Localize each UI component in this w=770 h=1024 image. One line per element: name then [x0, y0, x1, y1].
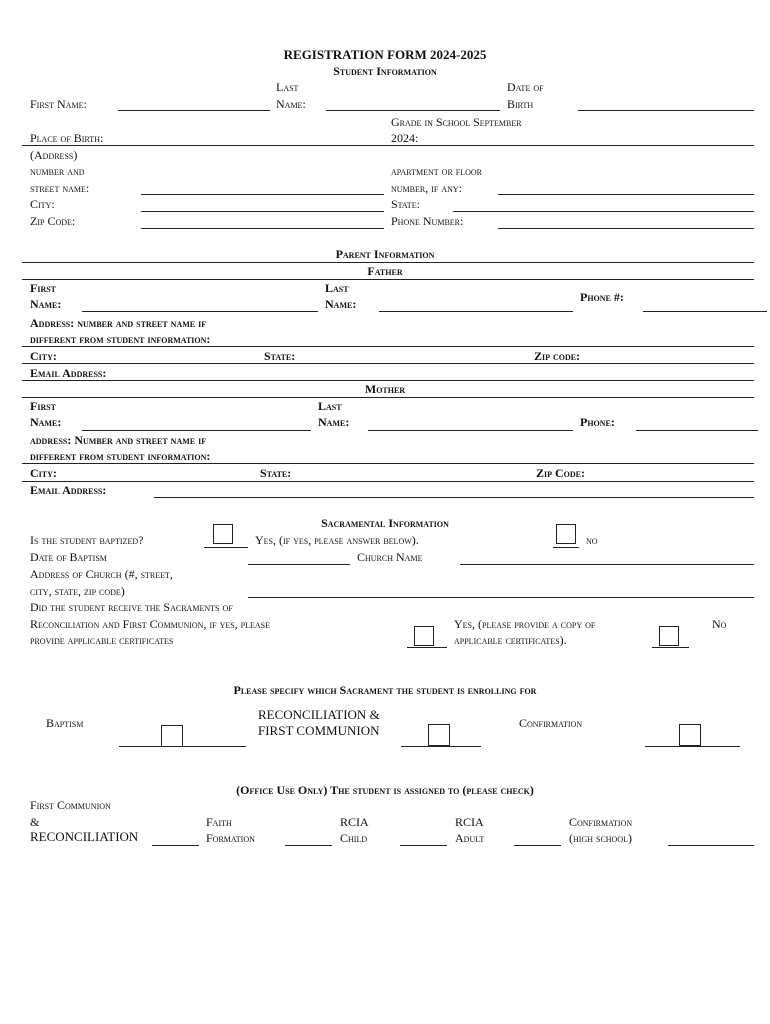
received-yes-line	[407, 647, 447, 648]
enroll-recon-label-2: FIRST COMMUNION	[258, 723, 380, 738]
office-rcia-child-label-1: RCIA	[340, 815, 369, 829]
mother-last-label-2: Name:	[318, 415, 350, 429]
church-name-field[interactable]	[460, 564, 754, 565]
mother-last-label-1: Last	[318, 399, 342, 413]
student-dob-field[interactable]	[578, 110, 754, 111]
father-zip-label: Zip code:	[534, 349, 581, 363]
first-name-label: First Name:	[30, 97, 87, 111]
office-faith-field[interactable]	[285, 845, 332, 846]
mother-zip-label: Zip Code:	[536, 466, 586, 480]
student-info-heading: Student Information	[333, 64, 437, 78]
office-rcia-adult-label-2: Adult	[455, 831, 485, 845]
divider	[22, 279, 754, 280]
grade-label-1: Grade in School September	[391, 115, 522, 129]
office-fc-label-2: &	[30, 815, 40, 829]
grade-label-2: 2024:	[391, 131, 419, 145]
church-address-label-1: Address of Church (#, street,	[30, 567, 173, 581]
apartment-label-1: apartment or floor	[391, 164, 483, 178]
enroll-recon-label-1: RECONCILIATION &	[258, 707, 380, 722]
father-city-label: City:	[30, 349, 57, 363]
parent-info-heading: Parent Information	[335, 247, 435, 261]
baptized-no-line	[553, 547, 579, 548]
state-label: State:	[391, 197, 420, 211]
received-no-checkbox[interactable]	[659, 626, 679, 646]
dob-label-2: Birth	[507, 97, 534, 111]
date-baptism-label: Date of Baptism	[30, 550, 107, 564]
mother-address-field[interactable]	[22, 463, 754, 464]
baptized-no-checkbox[interactable]	[556, 524, 576, 544]
mother-first-label-1: First	[30, 399, 57, 413]
father-city-state-zip-line[interactable]	[22, 363, 754, 364]
mother-state-label: State:	[260, 466, 292, 480]
received-label-3: provide applicable certificates	[30, 633, 174, 647]
student-apartment-field[interactable]	[498, 194, 754, 195]
enroll-baptism-label: Baptism	[46, 716, 84, 730]
mother-address-label-1: address: Number and street name if	[30, 433, 207, 447]
father-first-name-field[interactable]	[82, 311, 318, 312]
divider	[22, 397, 754, 398]
mother-city-label: City:	[30, 466, 57, 480]
student-zip-field[interactable]	[141, 228, 384, 229]
father-last-label-1: Last	[325, 281, 349, 295]
enroll-confirmation-checkbox[interactable]	[679, 724, 701, 746]
father-email-field[interactable]	[22, 380, 754, 381]
baptized-yes-line	[204, 547, 248, 548]
enroll-confirmation-line	[645, 746, 740, 747]
father-first-label-2: Name:	[30, 297, 62, 311]
father-phone-label: Phone #:	[580, 290, 624, 304]
place-of-birth-grade-line[interactable]	[22, 145, 754, 146]
mother-email-label: Email Address:	[30, 483, 107, 497]
mother-email-field[interactable]	[154, 497, 754, 498]
apartment-label-2: number, if any:	[391, 181, 463, 195]
enroll-recon-line	[401, 746, 481, 747]
received-yes-label-2: applicable certificates).	[454, 633, 567, 647]
office-heading: (Office Use Only) The student is assigned to (please check)	[236, 783, 534, 797]
father-phone-field[interactable]	[643, 311, 767, 312]
father-first-label-1: First	[30, 281, 57, 295]
office-conf-label-2: (high school)	[569, 831, 632, 845]
student-phone-field[interactable]	[498, 228, 754, 229]
enrolling-heading: Please specify which Sacrament the student is enrolling for	[233, 683, 537, 697]
mother-city-state-zip-line[interactable]	[22, 481, 754, 482]
student-state-field[interactable]	[453, 211, 754, 212]
received-no-label: No	[712, 617, 727, 631]
mother-first-name-field[interactable]	[82, 430, 311, 431]
office-fc-field[interactable]	[152, 845, 199, 846]
office-rcia-child-field[interactable]	[400, 845, 447, 846]
enroll-recon-checkbox[interactable]	[428, 724, 450, 746]
mother-last-name-field[interactable]	[368, 430, 573, 431]
baptized-yes-checkbox[interactable]	[213, 524, 233, 544]
last-name-label-2: Name:	[276, 97, 306, 111]
mother-phone-label: Phone:	[580, 415, 615, 429]
address-label-2: number and	[30, 164, 85, 178]
office-fc-label-1: First Communion	[30, 798, 111, 812]
last-name-label-1: Last	[276, 80, 299, 94]
dob-label-1: Date of	[507, 80, 544, 94]
student-city-field[interactable]	[141, 211, 384, 212]
place-of-birth-label: Place of Birth:	[30, 131, 104, 145]
father-address-field[interactable]	[22, 346, 754, 347]
received-label-2: Reconciliation and First Communion, if yes, please	[30, 617, 271, 631]
father-address-label-1: Address: number and street name if	[30, 316, 207, 330]
divider	[22, 262, 754, 263]
father-address-label-2: different from student information:	[30, 332, 211, 346]
father-last-label-2: Name:	[325, 297, 357, 311]
mother-address-label-2: different from student information:	[30, 449, 211, 463]
church-address-field[interactable]	[248, 597, 754, 598]
church-address-label-2: city, state, zip code)	[30, 584, 125, 598]
mother-phone-field[interactable]	[636, 430, 758, 431]
office-conf-label-1: Confirmation	[569, 815, 633, 829]
address-label-1: (Address)	[30, 148, 78, 162]
father-email-label: Email Address:	[30, 366, 107, 380]
office-faith-label-1: Faith	[206, 815, 232, 829]
student-last-name-field[interactable]	[326, 110, 500, 111]
father-state-label: State:	[264, 349, 296, 363]
office-conf-field[interactable]	[668, 845, 754, 846]
zip-label: Zip Code:	[30, 214, 76, 228]
address-label-3: street name:	[30, 181, 90, 195]
phone-label: Phone Number:	[391, 214, 464, 228]
office-fc-label-3: RECONCILIATION	[30, 829, 139, 844]
office-rcia-child-label-2: Child	[340, 831, 368, 845]
baptized-yes-label: Yes, (if yes, please answer below).	[255, 533, 419, 547]
office-rcia-adult-label-1: RCIA	[455, 815, 484, 829]
mother-heading: Mother	[364, 382, 406, 396]
received-no-line	[652, 647, 689, 648]
mother-first-label-2: Name:	[30, 415, 62, 429]
received-yes-label-1: Yes, (please provide a copy of	[454, 617, 596, 631]
enroll-baptism-checkbox[interactable]	[161, 725, 183, 747]
city-label: City:	[30, 197, 55, 211]
received-yes-checkbox[interactable]	[414, 626, 434, 646]
office-faith-label-2: Formation	[206, 831, 255, 845]
church-name-label: Church Name	[357, 550, 423, 564]
sacramental-heading: Sacramental Information	[321, 516, 449, 530]
form-title: REGISTRATION FORM 2024-2025	[283, 47, 487, 62]
date-baptism-field[interactable]	[248, 564, 350, 565]
student-address-field[interactable]	[141, 194, 384, 195]
baptized-question: Is the student baptized?	[30, 533, 144, 547]
student-first-name-field[interactable]	[118, 110, 270, 111]
father-last-name-field[interactable]	[379, 311, 573, 312]
received-label-1: Did the student receive the Sacraments of	[30, 600, 233, 614]
enroll-confirmation-label: Confirmation	[519, 716, 583, 730]
father-heading: Father	[367, 264, 403, 278]
baptized-no-label: no	[586, 533, 598, 547]
office-rcia-adult-field[interactable]	[514, 845, 561, 846]
